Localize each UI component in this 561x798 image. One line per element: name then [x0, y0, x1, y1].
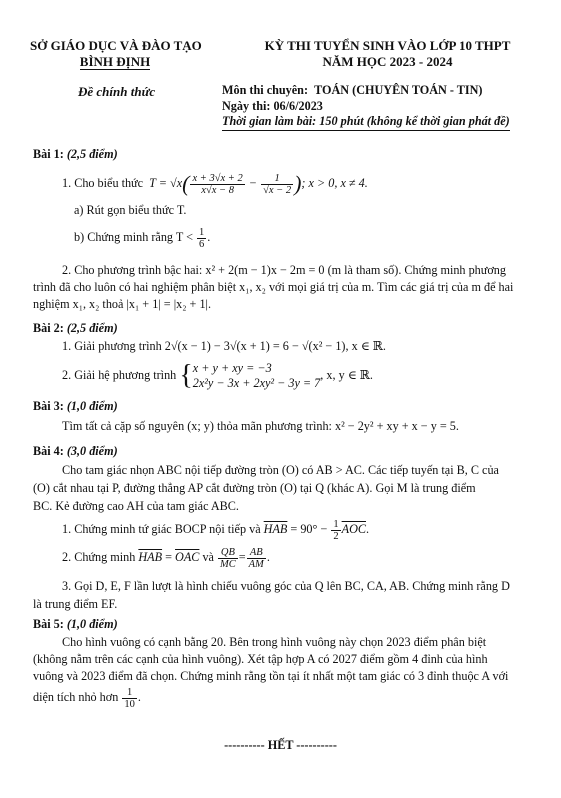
- department-name: [30, 38, 200, 70]
- problem-3-heading: Bài 3: (1,0 điểm): [33, 399, 118, 413]
- department-line2: BÌNH ĐỊNH: [79, 54, 151, 69]
- problem-4-line2: (O) cắt nhau tại P, đường thẳng AP cắt đường tròn (O) tại Q (khác A). Gọi M là trung điểm: [33, 481, 476, 495]
- problem-2-q2: 2. Giải hệ phương trình { x + y + xy = −3 2x²y − 3x + 2xy² − 3y = 7 , x, y ∈ ℝ.: [62, 360, 373, 392]
- problem-4-q2: 2. Chứng minh $\overline{HAB} = \overline{OAC}$ và $\frac{QB}{MC}$ = $\frac{AB}{AM}$ .: [62, 546, 270, 570]
- problem-1-q2-line1: 2. Cho phương trình bậc hai: x² + 2(m − 1)x − 2m = 0 (m là tham số). Chứng minh phương: [62, 263, 506, 277]
- problem-1-qa: a) Rút gọn biểu thức T.: [74, 203, 187, 217]
- subject-value: TOÁN (CHUYÊN TOÁN - TIN): [314, 83, 483, 97]
- problem-5-line1: Cho hình vuông có cạnh bằng 20. Bên trong hình vuông này chọn 2023 điểm phân biệt: [62, 635, 487, 649]
- problem-4-q3-line2: là trung điểm EF.: [33, 597, 118, 611]
- problem-2-heading: Bài 2: (2,5 điểm): [33, 321, 118, 335]
- problem-4-q1: 1. Chứng minh tứ giác BOCP nội tiếp và $\overline{HAB} = 90^\circ$ − $\frac{1}{2}$ $\overline{AOC}$.: [62, 518, 370, 542]
- problem-5-line2: (không nằm trên các cạnh của hình vuông). Xét tập hợp A có 2027 điểm gồm 4 đỉnh của hình: [33, 652, 488, 666]
- department-line1: SỞ GIÁO DỤC VÀ ĐÀO TẠO: [30, 38, 202, 53]
- problem-4-heading: Bài 4: (3,0 điểm): [33, 444, 118, 458]
- subject-label: Môn thi chuyên:: [222, 83, 308, 97]
- problem-5-heading: Bài 5: (1,0 điểm): [33, 617, 118, 631]
- exam-date: Ngày thi: 06/6/2023: [222, 99, 323, 113]
- problem-1-heading: Bài 1: (2,5 điểm): [33, 147, 118, 161]
- problem-5-line4: diện tích nhỏ hơn $\frac{1}{10}$ .: [33, 686, 141, 710]
- problem-2-q1: 1. Giải phương trình 2√(x − 1) − 3√(x + 1) = 6 − √(x² − 1), x ∈ ℝ.: [62, 339, 386, 353]
- problem-1-qb: b) Chứng minh rằng T < $\frac{1}{6}$ .: [74, 226, 211, 250]
- exam-time: Thời gian làm bài: 150 phút (không kể thời gian phát đề): [222, 114, 510, 131]
- problem-4-q3-line1: 3. Gọi D, E, F lần lượt là hình chiếu vuông góc của Q lên BC, CA, AB. Chứng minh rằng D: [62, 579, 510, 593]
- problem-4-line1: Cho tam giác nhọn ABC nội tiếp đường tròn (O) có AB > AC. Các tiếp tuyến tại B, C của: [62, 463, 499, 477]
- exam-line1: KỲ THI TUYỂN SINH VÀO LỚP 10 THPT: [264, 38, 511, 53]
- exam-line2: NĂM HỌC 2023 - 2024: [322, 54, 453, 69]
- official-label: Đề chính thức: [78, 84, 156, 99]
- problem-3-question: Tìm tất cả cặp số nguyên (x; y) thỏa mãn phương trình: x² − 2y² + xy + x − y = 5.: [62, 419, 459, 433]
- subject-line: [222, 83, 483, 98]
- exam-name: [230, 38, 545, 70]
- end-marker: ---------- HẾT ----------: [224, 738, 337, 752]
- problem-5-line3: vuông và 2023 điểm đã chọn. Chứng minh rằng tồn tại ít nhất một tam giác có 3 đỉnh thuộc A với: [33, 669, 509, 683]
- problem-1-q1: 1. Cho biểu thức T = √x( $\frac{x + 3√x + 2}{x√x - 8}$ − $\frac{1}{√x - 2}$ ); x > 0, x ≠ 4.: [62, 171, 368, 197]
- problem-1-q2-line3: nghiệm x₁, x₂ thoả |x₁ + 1| = |x₂ + 1|.: [33, 297, 212, 311]
- problem-4-line3: BC. Kẻ đường cao AH của tam giác ABC.: [33, 499, 239, 513]
- problem-1-q2-line2: trình đã cho luôn có hai nghiệm phân biệt x₁, x₂ với mọi giá trị của m. Tìm các giá trị của m để hai: [33, 280, 514, 294]
